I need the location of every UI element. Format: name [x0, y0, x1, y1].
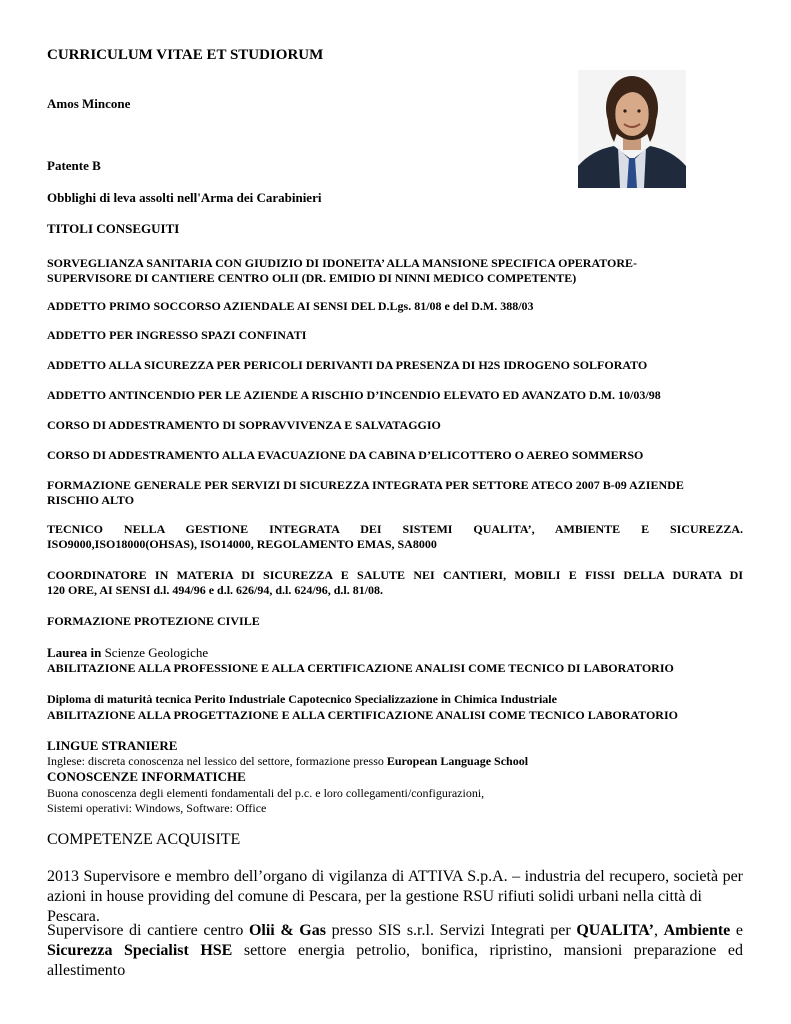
page-title: CURRICULUM VITAE ET STUDIORUM — [47, 47, 324, 63]
informatica-text — [47, 786, 484, 816]
language-school: European Language School — [386, 754, 529, 768]
p2-text: e — [730, 922, 743, 939]
competenze-paragraph-2 — [47, 921, 743, 981]
informatica-line: Sistemi operativi: Windows, Software: Office — [47, 801, 267, 815]
driving-license: Patente B — [47, 158, 101, 173]
laurea — [47, 645, 208, 661]
laurea-subject: Scienze Geologiche — [101, 645, 209, 660]
laurea-label: Laurea in — [47, 645, 102, 660]
titolo-coordinatore — [47, 568, 743, 598]
competenze-heading: COMPETENZE ACQUISITE — [47, 831, 241, 848]
titoli-heading: TITOLI CONSEGUITI — [47, 221, 180, 236]
p2-olii-gas: Olii & Gas — [248, 922, 326, 939]
paragraph-line — [47, 941, 743, 981]
competenze-paragraph-1 — [47, 867, 743, 927]
lingue-heading: LINGUE STRANIERE — [47, 738, 178, 753]
titolo-spazi-confinati: ADDETTO PER INGRESSO SPAZI CONFINATI — [47, 328, 307, 342]
titolo-sorveglianza — [47, 256, 637, 286]
informatica-line: Buona conoscenza degli elementi fondamentali del p.c. e loro collegamenti/configurazioni, — [47, 786, 485, 800]
laurea-abilitazione: ABILITAZIONE ALLA PROFESSIONE E ALLA CERTIFICAZIONE ANALISI COME TECNICO DI LABORATORIO — [47, 661, 674, 675]
titolo-sopravvivenza: CORSO DI ADDESTRAMENTO DI SOPRAVVIVENZA E SALVATAGGIO — [47, 418, 441, 432]
titolo-primo-soccorso: ADDETTO PRIMO SOCCORSO AZIENDALE AI SENSI DEL D.Lgs. 81/08 e del D.M. 388/03 — [47, 299, 534, 313]
profile-photo — [578, 70, 686, 188]
p2-qualita: QUALITA’ — [576, 922, 654, 939]
lingue-inglese — [47, 754, 528, 769]
titolo-antincendio: ADDETTO ANTINCENDIO PER LE AZIENDE A RISCHIO D’INCENDIO ELEVATO ED AVANZATO D.M. 10/03/98 — [47, 388, 661, 402]
titolo-line: TECNICO NELLA GESTIONE INTEGRATA DEI SISTEMI QUALITA’, AMBIENTE E SICUREZZA. — [47, 522, 743, 536]
informatica-heading: CONOSCENZE INFORMATICHE — [47, 769, 246, 784]
paragraph-line: 2013 Supervisore e membro dell’organo di vigilanza di ATTIVA S.p.A. – industria del recupero, società per — [47, 868, 743, 885]
p2-text: , — [654, 922, 664, 939]
military-service: Obblighi di leva assolti nell'Arma dei Carabinieri — [47, 190, 322, 205]
p2-text: settore energia petrolio, bonifica, ripristino, mansioni preparazione ed allestimento — [47, 942, 743, 979]
p2-sicurezza: Sicurezza Specialist HSE — [47, 942, 233, 959]
paragraph-line: azioni in house providing del comune di Pescara, per la gestione RSU rifiuti solidi urbani nella città di Pescara. — [47, 888, 702, 925]
titolo-evacuazione: CORSO DI ADDESTRAMENTO ALLA EVACUAZIONE DA CABINA D’ELICOTTERO O AEREO SOMMERSO — [47, 448, 644, 462]
titolo-line: SUPERVISORE DI CANTIERE CENTRO OLII (DR. EMIDIO DI NINNI MEDICO COMPETENTE) — [47, 271, 577, 285]
p2-text: presso SIS s.r.l. Servizi Integrati per — [325, 922, 577, 939]
titolo-line: 120 ORE, AI SENSI d.l. 494/96 e d.l. 626/94, d.l. 624/96, d.l. 81/08. — [47, 583, 384, 597]
titolo-protezione-civile: FORMAZIONE PROTEZIONE CIVILE — [47, 614, 260, 628]
inglese-text: Inglese: discreta conoscenza nel lessico del settore, formazione presso — [47, 754, 387, 768]
titolo-formazione-generale — [47, 478, 743, 508]
titolo-h2s: ADDETTO ALLA SICUREZZA PER PERICOLI DERIVANTI DA PRESENZA DI H2S IDROGENO SOLFORATO — [47, 358, 648, 372]
person-name: Amos Mincone — [47, 96, 131, 111]
titolo-line: FORMAZIONE GENERALE PER SERVIZI DI SICUREZZA INTEGRATA PER SETTORE ATECO 2007 B-09 AZIENDE — [47, 478, 684, 492]
titolo-line: ISO9000,ISO18000(OHSAS), ISO14000, REGOLAMENTO EMAS, SA8000 — [47, 537, 437, 551]
titolo-line: COORDINATORE IN MATERIA DI SICUREZZA E SALUTE NEI CANTIERI, MOBILI E FISSI DELLA DURATA DI — [47, 568, 743, 582]
paragraph-line — [47, 921, 743, 941]
diploma-abilitazione: ABILITAZIONE ALLA PROGETTAZIONE E ALLA CERTIFICAZIONE ANALISI COME TECNICO LABORATORIO — [47, 708, 678, 722]
p2-text: Supervisore di cantiere centro — [47, 922, 249, 939]
titolo-line: SORVEGLIANZA SANITARIA CON GIUDIZIO DI IDONEITA’ ALLA MANSIONE SPECIFICA OPERATORE- — [47, 256, 638, 270]
diploma: Diploma di maturità tecnica Perito Industriale Capotecnico Specializzazione in Chimica Industriale — [47, 692, 557, 706]
titolo-tecnico-sistemi — [47, 522, 743, 552]
p2-ambiente: Ambiente — [663, 922, 731, 939]
titolo-line: RISCHIO ALTO — [47, 493, 135, 507]
